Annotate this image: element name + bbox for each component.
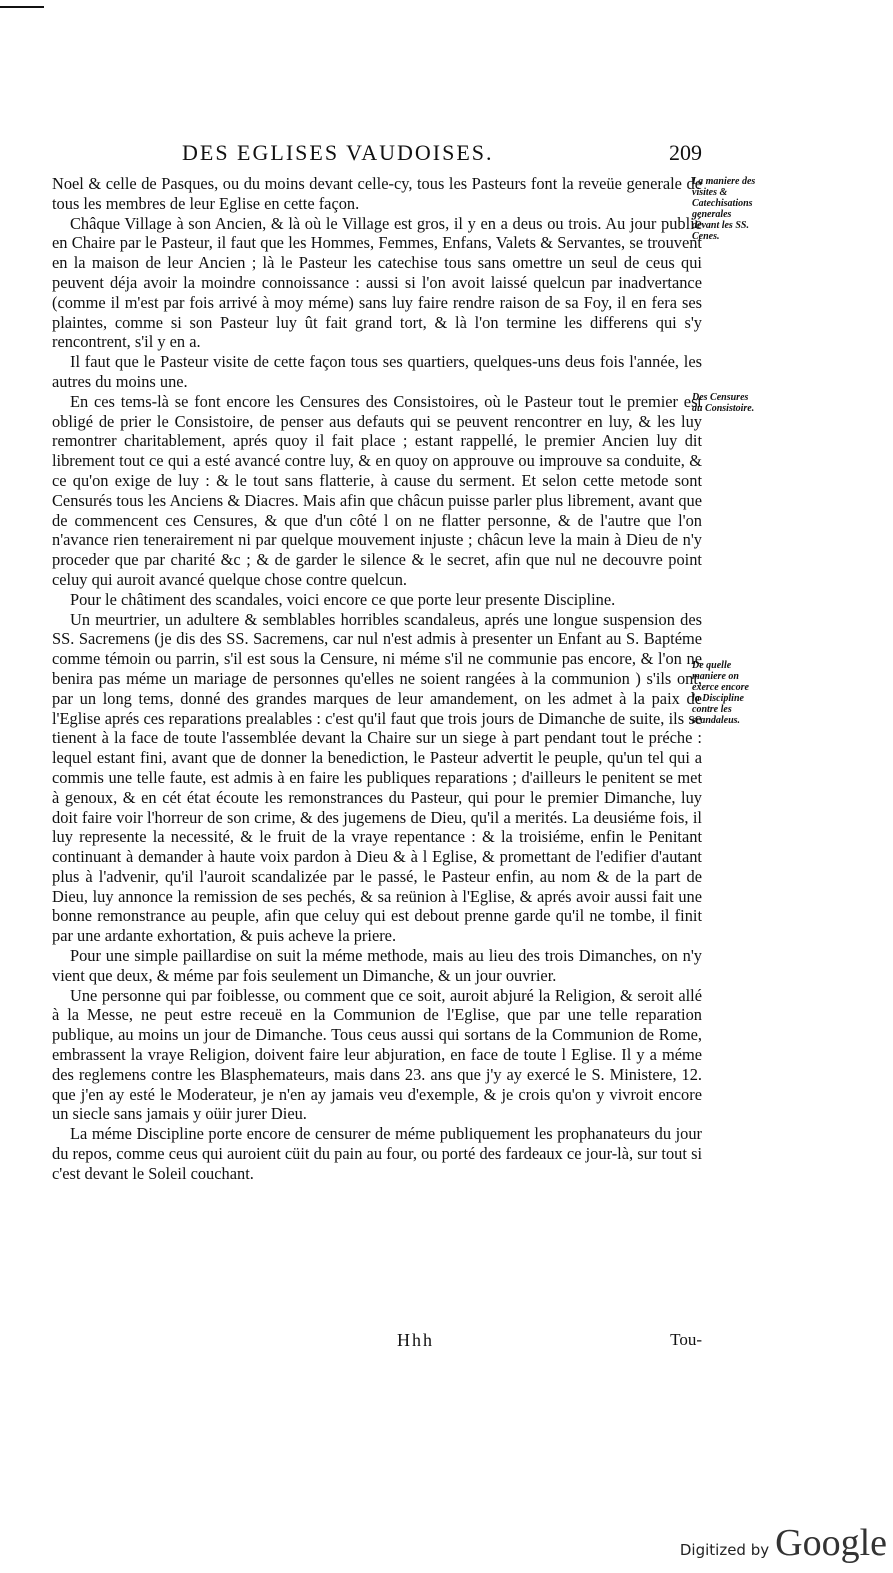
margin-note-discipline: De quelle maniere on exerce encore la Discipline contre les scandaleus. (692, 660, 749, 726)
page-footer (52, 1330, 702, 1354)
paragraph: Pour le châtiment des scandales, voici encore ce que porte leur presente Discipline. (70, 589, 616, 609)
digitized-watermark (680, 1521, 887, 1565)
catchword: Tou- (670, 1330, 702, 1349)
page-number: 209 (669, 140, 702, 165)
page-edge-rule (0, 6, 44, 8)
paragraph: Un meurtrier, un adultere & semblables horribles scandaleus, aprés une longue suspension des SS. Sacremens (je dis des SS. Sacremens, car nul n'est admis à presenter un Enfant au S. Baptéme comme témoin ou parrin, s'il est sous la Censure, ni méme s'il ne communie pas encore, & l'on ne benira pas méme un mariage de personnes qu'elles ne soient rangées à la communion ) s'ils ont, par un long tems, donné des grandes marques de leur amandement, on les admet à la paix de l'Eglise aprés ces reparations prealables : c'est qu'il faut que trois jours de Dimanche de suite, ils se tienent à la face de toute l'assemblée devant la Chaire sur un siege à part pendant tout le préche : lequel estant fini, avant que de donner la benediction, le Pasteur advertit le peuple, qu'un tel qui a commis une telle faute, est admis à en faire les publiques reparations ; d'ailleurs le penitent se met à genoux, & en cét état écoute les remonstrances du Pasteur, qui pour le premier Dimanche, luy doit faire voir l'horreur de son crime, & des jugemens de Dieu, qu'il a merités. La deusiéme fois, il luy represente la necessité, & le fruit de la vraye repentance : & la troisiéme, enfin le Penitant continuant à demander à haute voix pardon à Dieu & à l Eglise, & promettant de l'edifier d'autant plus à l'advenir, qu'il l'auroit scandalizée par le passé, le Pasteur enfin, au nom & de la part de Dieu, luy annonce la remission de ses pechés, & sa reünion à l'Eglise, & aprés avoir aussi fait une bonne remonstrance au peuple, afin que celuy qui est debout prenne garde qu'il ne tombe, il finit par une ardante exhortation, & puis acheve la priere. (52, 609, 702, 946)
google-logo: Google (775, 1522, 887, 1564)
running-title: DES EGLISES VAUDOISES. (182, 140, 494, 165)
margin-note-censures: Des Censures du Consistoire. (692, 392, 755, 414)
paragraph: Pour une simple paillardise on suit la méme methode, mais au lieu des trois Dimanches, on n'y vient que deux, & méme par fois seulement un Dimanche, & un jour ouvrier. (52, 946, 702, 985)
digitized-label: Digitized by (679, 1541, 770, 1559)
paragraph: En ces tems-là se font encore les Censures des Consistoires, où le Pasteur tout le premier est obligé de prier le Consistoire, de penser aus defauts qui se peuvent rencontrer en luy, & les luy remontrer charitablement, aprés quoy il fait place ; estant rappellé, le premier Ancien luy dit librement tout ce qui a esté avancé contre luy, & en quoy on approuve ou improuve sa conduite, & ce qu'on exige de luy : & le tout sans flatterie, à cause du serment. Et selon cette metode sont Censurés tous les Anciens & Diacres. Mais afin que châcun puisse parler plus librement, avant que de commencent ces Censures, & que d'un côté l on ne flatter personne, & de l'autre que l'on n'avance rien tenerairement ni par quelque mouvement injuste ; châcun leve la main à Dieu de n'y proceder que par charité &c ; & de garder le silence & le secret, afin que nul ne decouvre point celuy qui auroit avancé quelque chose contre quelcun. (52, 391, 702, 589)
margin-note-visits: La maniere des visites & Catechisations generales devant les SS. Cenes. (692, 176, 756, 242)
paragraph: Noel & celle de Pasques, ou du moins devant celle-cy, tous les Pasteurs font la reveüe generale de tous les membres de leur Eglise en cette façon. (52, 174, 702, 213)
signature-mark: Hhh (397, 1330, 434, 1350)
paragraph: Il faut que le Pasteur visite de cette façon tous ses quartiers, quelques-uns deus fois l'année, les autres du moins une. (52, 352, 702, 391)
paragraph: Une personne qui par foiblesse, ou comment que ce soit, auroit abjuré la Religion, & seroit allé à la Messe, ne peut estre receuë en la Communion de l'Eglise, que par une telle reparation publique, au moins un jour de Dimanche. Tous ceus aussi qui sortans de la Communion de Rome, embrassent la vraye Religion, doivent faire leur abjuration, en face de toute l Eglise. Il y a méme des reglemens contre les Blasphemateurs, mais dans 23. ans que j'y ay exercé le S. Ministere, 12. que j'en ay esté le Moderateur, je n'en ay jamais veu d'exemple, & je crois qu'on y vivroit encore un siecle sans jamais y oüir jurer Dieu. (52, 985, 702, 1124)
paragraph: Châque Village à son Ancien, & là où le Village est gros, il y en a deus ou trois. Au jour publié en Chaire par le Pasteur, il faut que les Hommes, Femmes, Enfans, Valets & Servantes, se trouvent en la maison de leur Ancien ; là le Pasteur les catechise tous sans omettre un seul de ceus qui peuvent déja avoir la moindre connoissance : aussi si l'on avoit laissé quelcun par inadvertance (comme il m'est par fois arrivé à moy méme) sans luy faire rendre raison de sa Foy, il en fera ses plaintes, comme si son Pasteur luy ût fait grand tort, & là l'on termine les differens qui s'y rencontrent, s'il y en a. (52, 213, 702, 352)
paragraph: La méme Discipline porte encore de censurer de méme publiquement les prophanateurs du jour du repos, comme ceus qui auroient cüit du pain au four, ou porté des fardeaux ce jour-là, sur tout si c'est devant le Soleil couchant. (52, 1124, 702, 1183)
page-header (52, 140, 702, 170)
body-text (52, 174, 702, 1184)
